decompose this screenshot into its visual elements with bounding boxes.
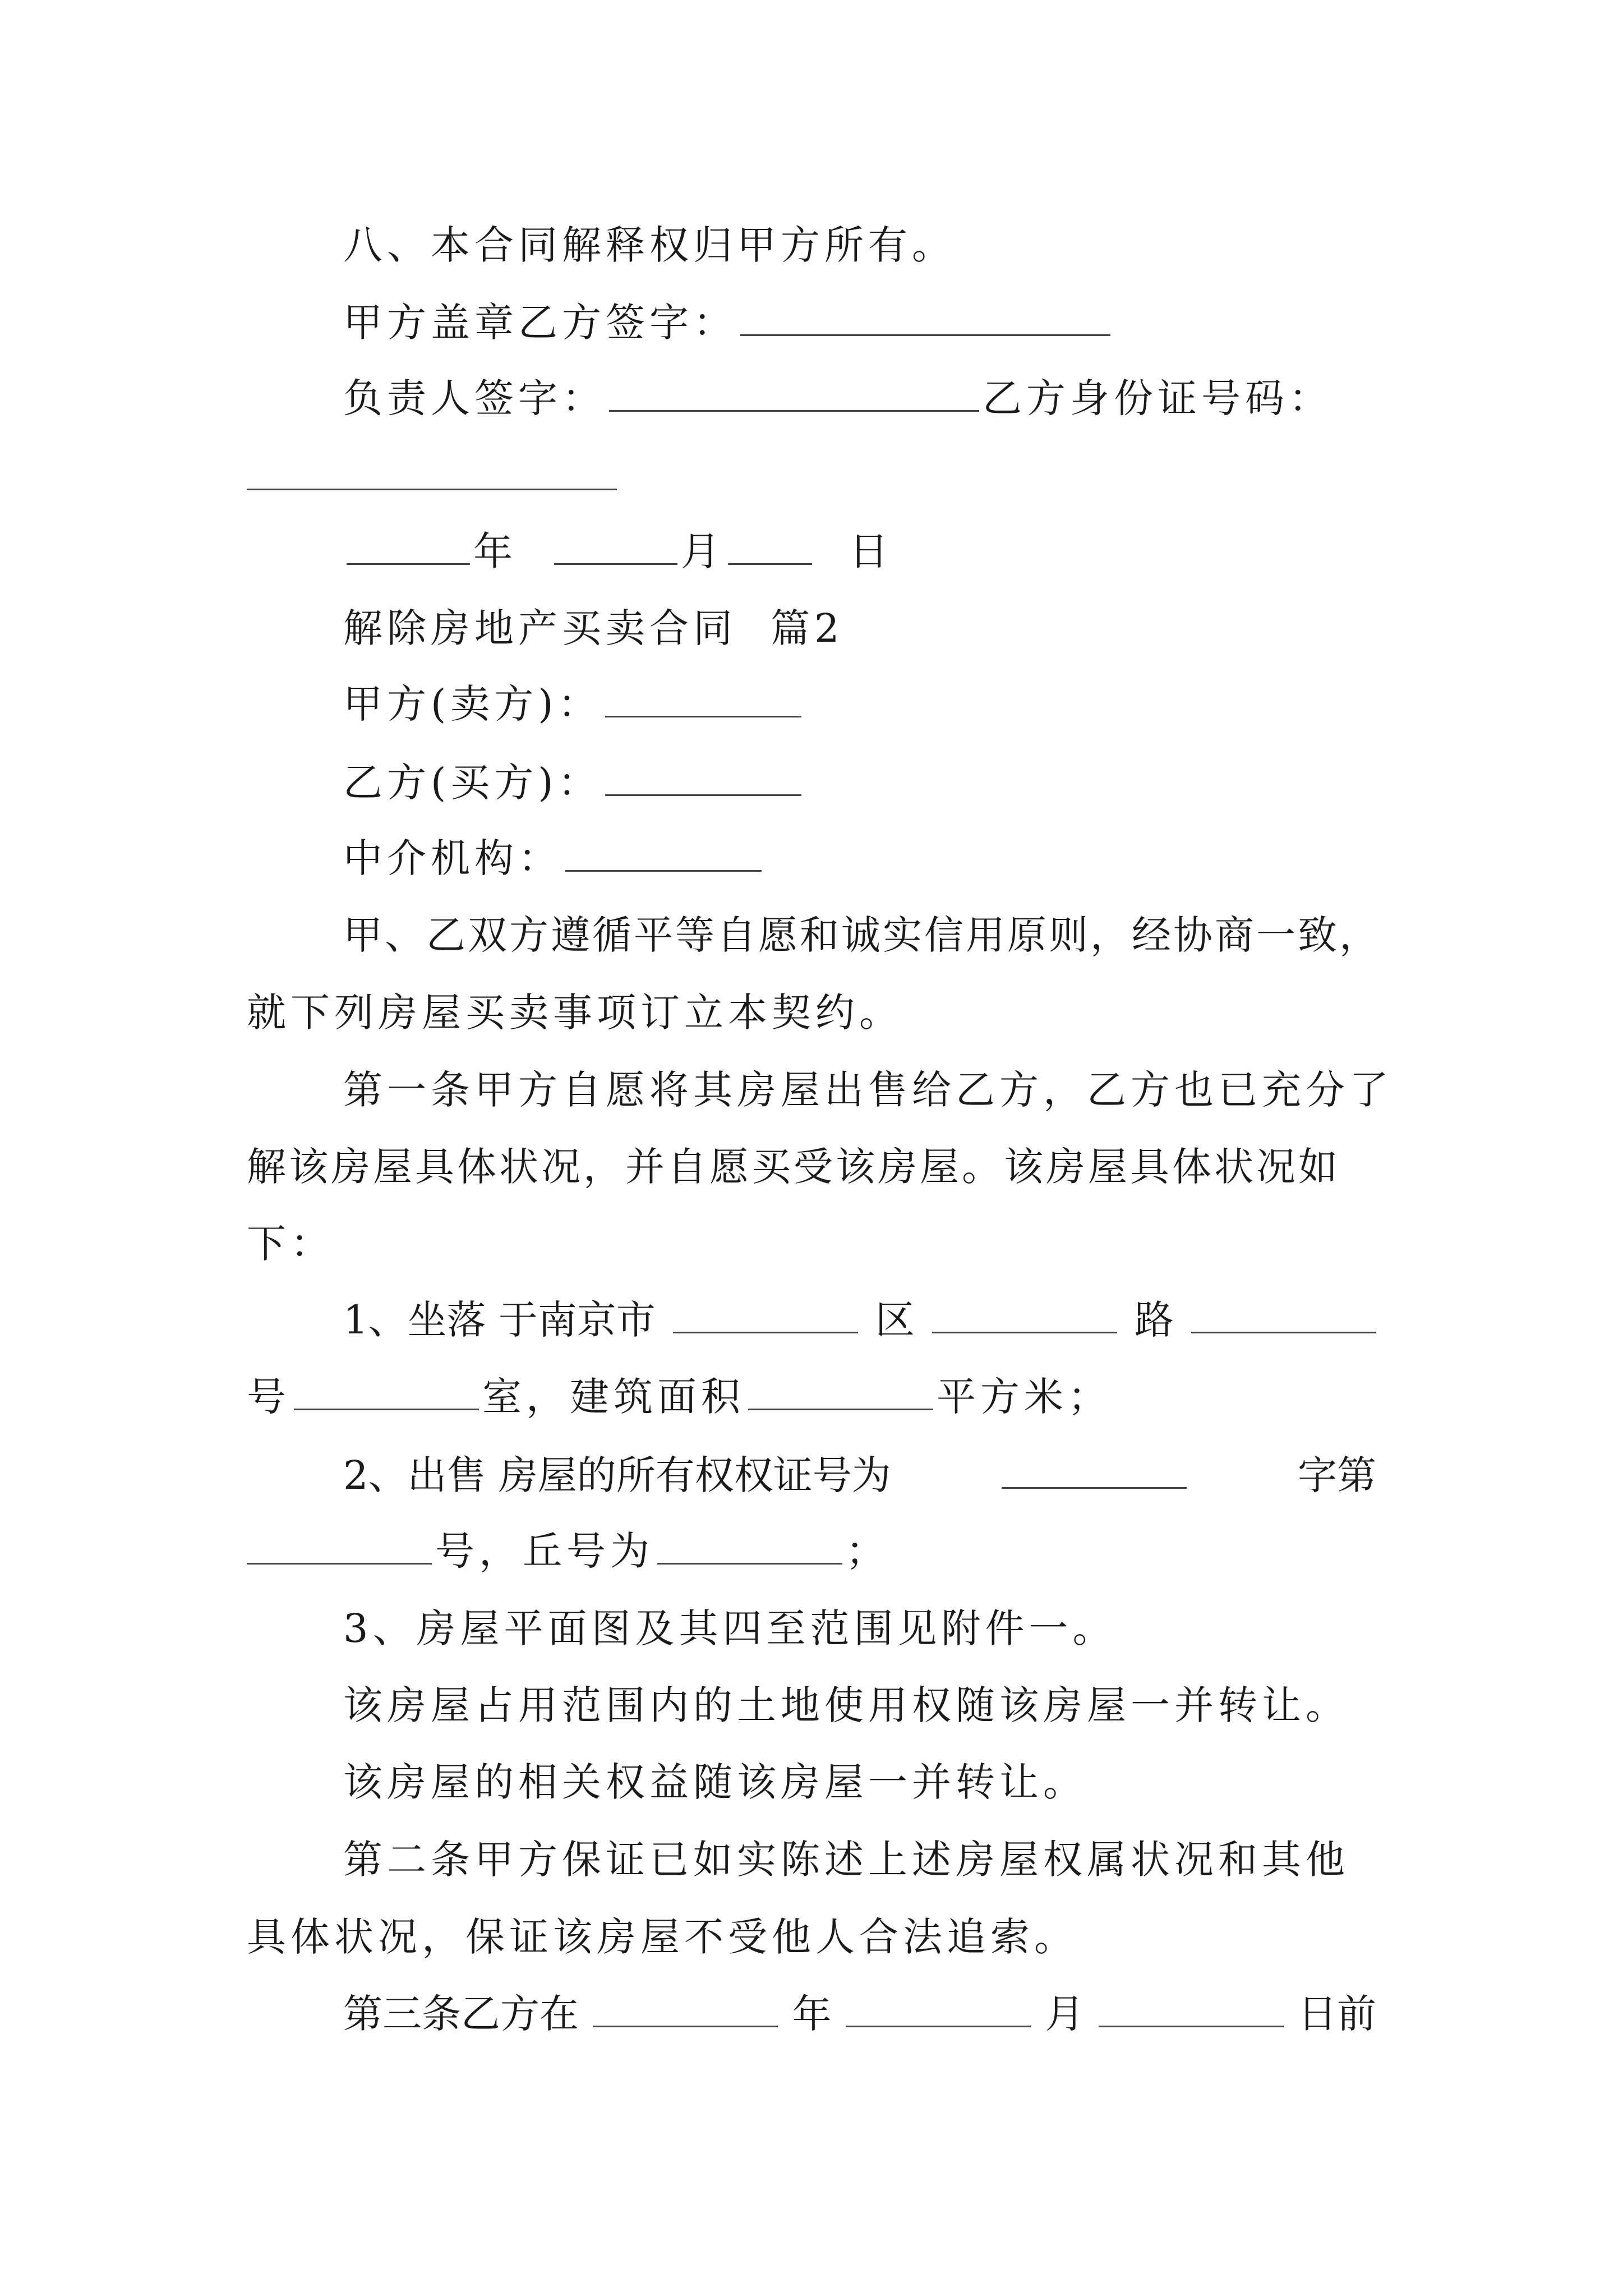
contract-title: 解除房地产买卖合同 xyxy=(343,605,737,651)
agency-blank[interactable] xyxy=(565,834,762,872)
article-2-line-2: 具体状况，保证该房屋不受他人合法追索。 xyxy=(247,1914,1078,1960)
room-area-label: 室，建筑面积 xyxy=(482,1374,745,1420)
article-3-year-blank[interactable] xyxy=(593,1990,778,2027)
preamble-line-1: 甲、乙双方遵循平等自愿和诚实信用原则，经协商一致， xyxy=(343,912,1381,958)
item-2-certificate-label: 2、出售 房屋的所有权权证号为 xyxy=(343,1452,891,1498)
id-number-line xyxy=(247,440,1376,513)
item-1-line-2 xyxy=(247,1360,1376,1433)
preamble-line-2: 就下列房屋买卖事项订立本契约。 xyxy=(247,990,903,1036)
article-3-line-1 xyxy=(247,1977,1376,2050)
parcel-blank[interactable] xyxy=(657,1527,842,1565)
seller-line xyxy=(247,668,1376,740)
item-1-line-1 xyxy=(247,1283,1376,1356)
parcel-label: 号，丘号为 xyxy=(435,1528,654,1574)
seller-label: 甲方(卖方)： xyxy=(343,681,602,727)
day-label: 日 xyxy=(849,528,893,574)
buyer-line xyxy=(247,746,1376,819)
article-1-line-3: 下： xyxy=(247,1221,334,1267)
signature-line-party-a-b xyxy=(247,286,1376,359)
buyer-blank[interactable] xyxy=(605,758,801,796)
certificate-number-blank[interactable] xyxy=(247,1527,432,1565)
responsible-signature-blank[interactable] xyxy=(609,374,979,412)
section-heading xyxy=(247,592,1376,665)
number-label: 号 xyxy=(247,1374,291,1420)
section-number: 篇2 xyxy=(771,605,844,651)
item-3: 3、房屋平面图及其四至范围见附件一。 xyxy=(343,1605,1117,1651)
id-number-label: 乙方身份证号码： xyxy=(983,375,1332,421)
room-blank[interactable] xyxy=(294,1373,479,1410)
responsible-signature-label: 负责人签字： xyxy=(343,375,606,421)
land-use-transfer: 该房屋占用范围内的土地使用权随该房屋一并转让。 xyxy=(343,1682,1349,1728)
buyer-label: 乙方(买方)： xyxy=(343,760,602,806)
article-1-line-2: 解该房屋具体状况，并自愿买受该房屋。该房屋具体状况如 xyxy=(247,1144,1340,1190)
number-blank[interactable] xyxy=(1191,1296,1376,1333)
rights-transfer: 该房屋的相关权益随该房屋一并转让。 xyxy=(343,1759,1087,1805)
day-blank[interactable] xyxy=(728,527,812,565)
item-1-location-label: 1、坐落 于南京市 xyxy=(343,1297,656,1343)
clause-8-text: 八、本合同解释权归甲方所有。 xyxy=(343,222,956,268)
article-3-year-label: 年 xyxy=(792,1991,832,2037)
district-blank[interactable] xyxy=(673,1296,858,1333)
month-blank[interactable] xyxy=(554,527,677,565)
article-3-label: 第三条乙方在 xyxy=(343,1991,579,2037)
road-blank[interactable] xyxy=(932,1296,1117,1333)
article-3-day-blank[interactable] xyxy=(1099,1990,1284,2027)
year-blank[interactable] xyxy=(347,527,470,565)
item-2-line-2 xyxy=(247,1515,1376,1588)
signature-blank[interactable] xyxy=(740,298,1110,336)
area-unit-label: 平方米； xyxy=(937,1374,1112,1420)
area-blank[interactable] xyxy=(748,1373,933,1410)
agency-line xyxy=(247,822,1376,895)
district-label: 区 xyxy=(875,1297,915,1343)
signature-label: 甲方盖章乙方签字： xyxy=(343,300,737,346)
month-label: 月 xyxy=(681,528,725,574)
article-2-line-1: 第二条甲方保证已如实陈述上述房屋权属状况和其他 xyxy=(343,1837,1349,1883)
article-1-line-1: 第一条甲方自愿将其房屋出售给乙方，乙方也已充分了 xyxy=(343,1067,1393,1113)
article-3-month-blank[interactable] xyxy=(846,1990,1031,2027)
road-label: 路 xyxy=(1134,1297,1174,1343)
item-2-line-1 xyxy=(247,1439,1376,1512)
agency-label: 中介机构： xyxy=(343,835,562,881)
seller-blank[interactable] xyxy=(605,680,801,717)
parcel-end: ； xyxy=(846,1528,889,1574)
article-3-day-label: 日前 xyxy=(1297,1991,1376,2037)
id-number-blank[interactable] xyxy=(247,453,617,490)
article-3-month-label: 月 xyxy=(1045,1991,1085,2037)
date-line xyxy=(247,515,1376,588)
certificate-blank[interactable] xyxy=(1002,1451,1187,1489)
certificate-char-label: 字第 xyxy=(1297,1452,1376,1498)
responsible-person-line xyxy=(247,362,1376,435)
year-label: 年 xyxy=(473,528,517,574)
